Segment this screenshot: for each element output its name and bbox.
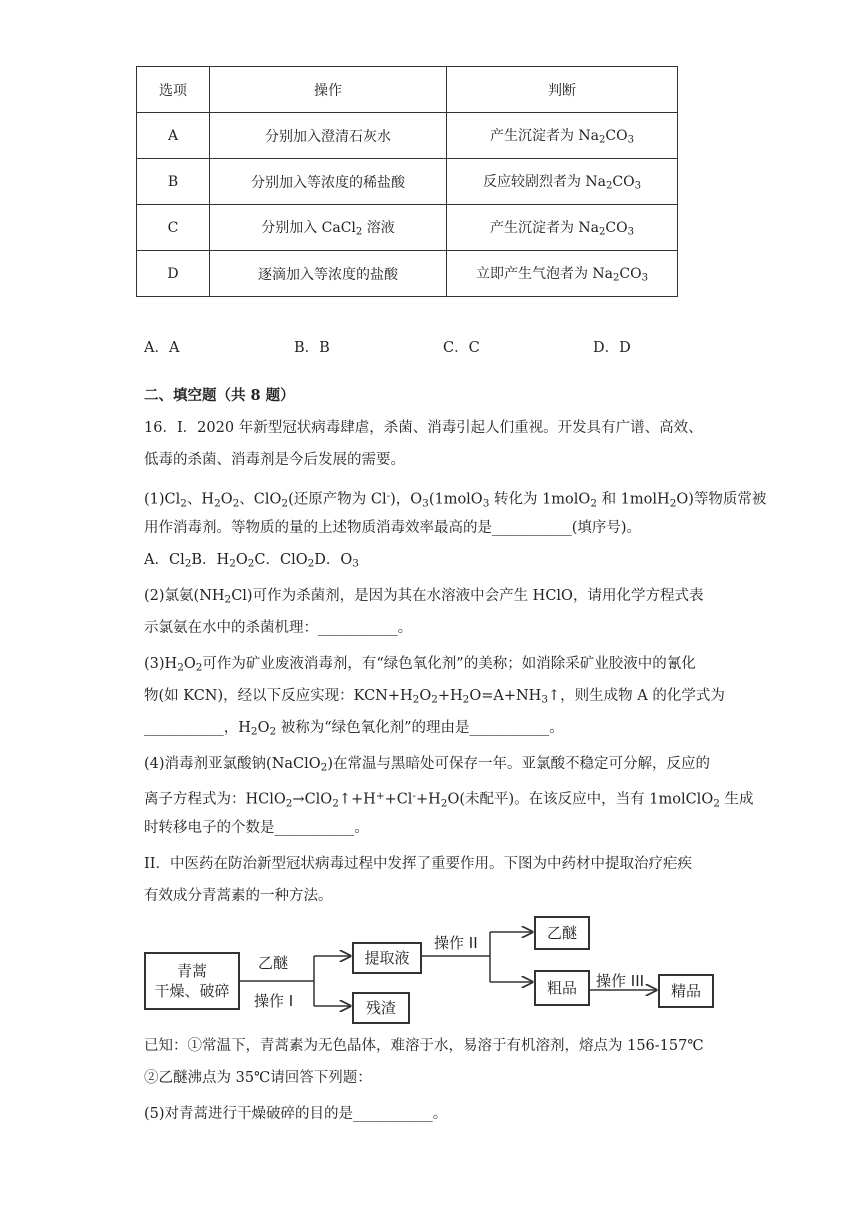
answer-choices — [144, 338, 704, 358]
known-line2: ②乙醚沸点为 35℃请回答下列题： — [144, 1070, 372, 1086]
part3-line2: 物(如 KCN)，经以下反应实现：$KCN+H_2O_2+H_2O=A+NH_3↑$，则生成物 A 的化学式为 — [144, 688, 725, 706]
operation-1-label: 操作 I — [254, 992, 294, 1010]
part1-options: A．$Cl_2B$．$H_2O_2C$．ClO$_2$D．$O_3$ — [144, 552, 359, 570]
part3-line1: $(3)H_2O_2$可作为矿业废液消毒剂，有“绿色氧化剂”的美称；如消除采矿业胶液中的氰化 — [144, 656, 696, 674]
choice-d[interactable]: D．D — [593, 340, 631, 356]
table-row — [137, 159, 678, 205]
residue-box: 残渣 — [352, 992, 410, 1024]
row-judgement: 产生沉淀者为 $Na_2CO_3$ — [447, 113, 678, 159]
row-judgement: 反应较剧烈者为 $Na_2CO_3$ — [447, 159, 678, 205]
start-label-line2: 干燥、破碎 — [154, 982, 230, 1000]
table-header-row — [137, 67, 678, 113]
question-intro-line2: 低毒的杀菌、消毒剂是今后发展的需要。 — [144, 452, 405, 468]
extract-box: 提取液 — [352, 942, 422, 974]
part1-line2: 用作消毒剂。等物质的量的上述物质消毒效率最高的是___________(填序号)。 — [144, 520, 642, 536]
row-judgement: 产生沉淀者为 $Na_2CO_3$ — [447, 205, 678, 251]
header-operation: 操作 — [210, 67, 447, 113]
choice-a[interactable]: A．A — [144, 340, 180, 356]
row-operation: 分别加入澄清石灰水 — [210, 113, 447, 159]
start-box — [144, 952, 240, 1010]
choice-b[interactable]: B．B — [294, 340, 330, 356]
row-operation: 分别加入等浓度的稀盐酸 — [210, 159, 447, 205]
part4-line1: (4)消毒剂亚氯酸钠(NaClO$_2$)在常温与黑暗处可保存一年。亚氯酸不稳定可分解，反应的 — [144, 756, 710, 774]
operation-2-label: 操作 II — [434, 934, 478, 952]
choice-c[interactable]: C．C — [443, 340, 480, 356]
part4-line3: 时转移电子的个数是___________。 — [144, 820, 369, 836]
crude-box: 粗品 — [534, 970, 590, 1006]
known-line1: 已知：①常温下，青蒿素为无色晶体，难溶于水，易溶于有机溶剂，熔点为 156-157℃ — [144, 1038, 704, 1054]
part-ii-line1: II．中医药在防治新型冠状病毒过程中发挥了重要作用。下图为中药材中提取治疗疟疾 — [144, 856, 692, 872]
part2-line2: 示氯氨在水中的杀菌机理：___________。 — [144, 620, 413, 636]
part5-line: (5)对青蒿进行干燥破碎的目的是___________。 — [144, 1106, 448, 1122]
operation-3-label: 操作 III — [596, 972, 645, 990]
row-option: A — [137, 113, 210, 159]
ether-output-box: 乙醚 — [534, 916, 590, 950]
part1-line1: $(1)Cl_2$、$H_2O_2$、ClO$_2$(还原产物为 Cl-)，$O_3(1molO_3$ 转化为 1molO$_2$ 和 1molH$_2$O)等物质常被 — [144, 490, 767, 510]
part3-line3: ___________，$H_2O_2$ 被称为“绿色氧化剂”的理由是___________。 — [144, 720, 564, 738]
part2-line1: (2)氯氨$(NH_2Cl)$可作为杀菌剂，是因为其在水溶液中会产生 HClO，请用化学方程式表 — [144, 588, 704, 606]
fine-box: 精品 — [658, 974, 714, 1008]
question-intro-line1: 16．I．2020 年新型冠状病毒肆虐，杀菌、消毒引起人们重视。开发具有广谱、高效、 — [144, 420, 703, 436]
table-row — [137, 113, 678, 159]
options-table — [136, 66, 678, 297]
row-option: D — [137, 251, 210, 297]
ether-label: 乙醚 — [258, 954, 289, 972]
header-option: 选项 — [137, 67, 210, 113]
row-operation: 分别加入 CaCl$_2$ 溶液 — [210, 205, 447, 251]
section-title: 二、填空题（共 8 题） — [144, 387, 295, 404]
row-option: B — [137, 159, 210, 205]
table-row — [137, 205, 678, 251]
table-row — [137, 251, 678, 297]
start-label-line1: 青蒿 — [176, 962, 207, 980]
part-ii-line2: 有效成分青蒿素的一种方法。 — [144, 888, 333, 904]
row-option: C — [137, 205, 210, 251]
row-judgement: 立即产生气泡者为 $Na_2CO_3$ — [447, 251, 678, 297]
extraction-flow-diagram — [144, 912, 714, 1028]
row-operation: 逐滴加入等浓度的盐酸 — [210, 251, 447, 297]
header-judgement: 判断 — [447, 67, 678, 113]
part4-line2: 离子方程式为：$HClO_2\to ClO_2↑+H^++Cl^-+H_2O$(未配平)。在该反应中，当有 1molClO$_2$ 生成 — [144, 790, 754, 810]
